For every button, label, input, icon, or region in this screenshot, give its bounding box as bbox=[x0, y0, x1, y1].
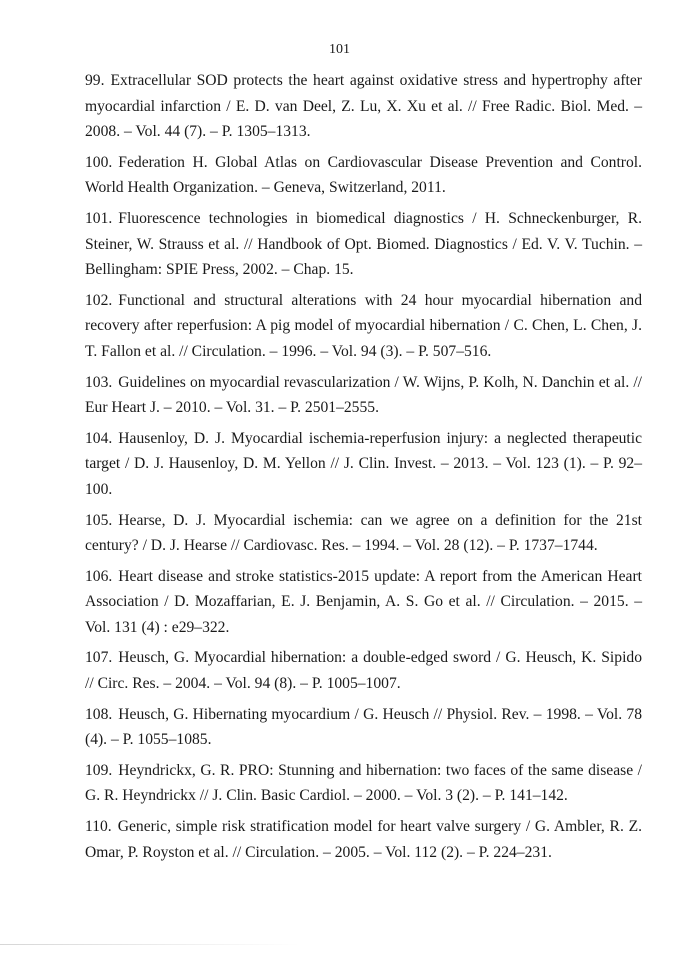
reference-number: 107. bbox=[85, 649, 113, 667]
reference-text: Extracellular SOD protects the heart against oxidative stress and hypertrophy after myocardial infarction / E. D. van Deel, Z. Lu, X. Xu et al. // Free Radic. Biol. Med. – 2008. – Vol. 44 (7). – P. 1305–1313. bbox=[85, 72, 642, 141]
reference-text: Heusch, G. Hibernating myocardium / G. Heusch // Physiol. Rev. – 1998. – Vol. 78 (4). – P. 1055–1085. bbox=[85, 705, 642, 749]
reference-number: 100. bbox=[85, 153, 113, 171]
reference-item bbox=[85, 645, 642, 696]
reference-number: 103. bbox=[85, 373, 113, 391]
reference-number: 102. bbox=[85, 291, 113, 309]
reference-number: 99. bbox=[85, 72, 105, 89]
reference-text: Functional and structural alterations with 24 hour myocardial hibernation and recovery after reperfusion: A pig model of myocardial hibernation / C. Chen, L. Chen, J. T. Fallon et al. // Circulation. – 1996. – Vol. 94 (3). – P. 507–516. bbox=[85, 291, 642, 360]
page-number: 101 bbox=[329, 42, 350, 57]
reference-text: Guidelines on myocardial revascularization / W. Wijns, P. Kolh, N. Danchin et al. // Eur Heart J. – 2010. – Vol. 31. – P. 2501–2555. bbox=[85, 373, 642, 417]
reference-item bbox=[85, 426, 642, 503]
reference-number: 101. bbox=[85, 209, 113, 227]
reference-item bbox=[85, 564, 642, 641]
reference-item bbox=[85, 288, 642, 365]
reference-number: 104. bbox=[85, 429, 113, 447]
reference-list bbox=[85, 68, 642, 870]
reference-number: 106. bbox=[85, 567, 113, 585]
reference-item bbox=[85, 758, 642, 809]
reference-text: Heyndrickx, G. R. PRO: Stunning and hibernation: two faces of the same disease / G. R. Heyndrickx // J. Clin. Basic Cardiol. – 2000. – Vol. 3 (2). – P. 141–142. bbox=[85, 761, 642, 805]
reference-text: Heart disease and stroke statistics-2015 update: A report from the American Heart Association / D. Mozaffarian, E. J. Benjamin, A. S. Go et al. // Circulation. – 2015. – Vol. 131 (4) : e29–322. bbox=[85, 567, 642, 636]
reference-number: 110. bbox=[85, 818, 112, 836]
reference-number: 109. bbox=[85, 761, 113, 779]
reference-number: 108. bbox=[85, 705, 113, 723]
reference-item bbox=[85, 508, 642, 559]
reference-text: Fluorescence technologies in biomedical diagnostics / H. Schneckenburger, R. Steiner, W. Strauss et al. // Handbook of Opt. Biomed. Diagnostics / Ed. V. V. Tuchin. – Bellingham: SPIE Press, 2002. – Chap. 15. bbox=[85, 209, 642, 279]
reference-item bbox=[85, 206, 642, 283]
reference-text: Hearse, D. J. Myocardial ischemia: can we agree on a definition for the 21st century? / D. J. Hearse // Cardiovasc. Res. – 1994. – Vol. 28 (12). – P. 1737–1744. bbox=[85, 511, 642, 555]
reference-item bbox=[85, 150, 642, 201]
reference-text: Hausenloy, D. J. Myocardial ischemia-reperfusion injury: a neglected therapeutic target / D. J. Hausenloy, D. M. Yellon // J. Clin. Invest. – 2013. – Vol. 123 (1). – P. 92–100. bbox=[85, 429, 642, 498]
reference-text: Heusch, G. Myocardial hibernation: a double-edged sword / G. Heusch, K. Sipido // Circ. Res. – 2004. – Vol. 94 (8). – P. 1005–1007. bbox=[85, 649, 642, 693]
reference-item bbox=[85, 702, 642, 753]
reference-text: Generic, simple risk stratification model for heart valve surgery / G. Ambler, R. Z. Omar, P. Royston et al. // Circulation. – 2005. – Vol. 112 (2). – P. 224–231. bbox=[85, 818, 642, 861]
reference-number: 105. bbox=[85, 511, 113, 529]
scan-edge-line bbox=[0, 944, 300, 945]
reference-item bbox=[85, 814, 642, 865]
reference-text: Federation H. Global Atlas on Cardiovascular Disease Prevention and Control. World Health Organization. – Geneva, Switzerland, 2011. bbox=[85, 153, 642, 197]
reference-item bbox=[85, 68, 642, 145]
reference-item bbox=[85, 370, 642, 421]
